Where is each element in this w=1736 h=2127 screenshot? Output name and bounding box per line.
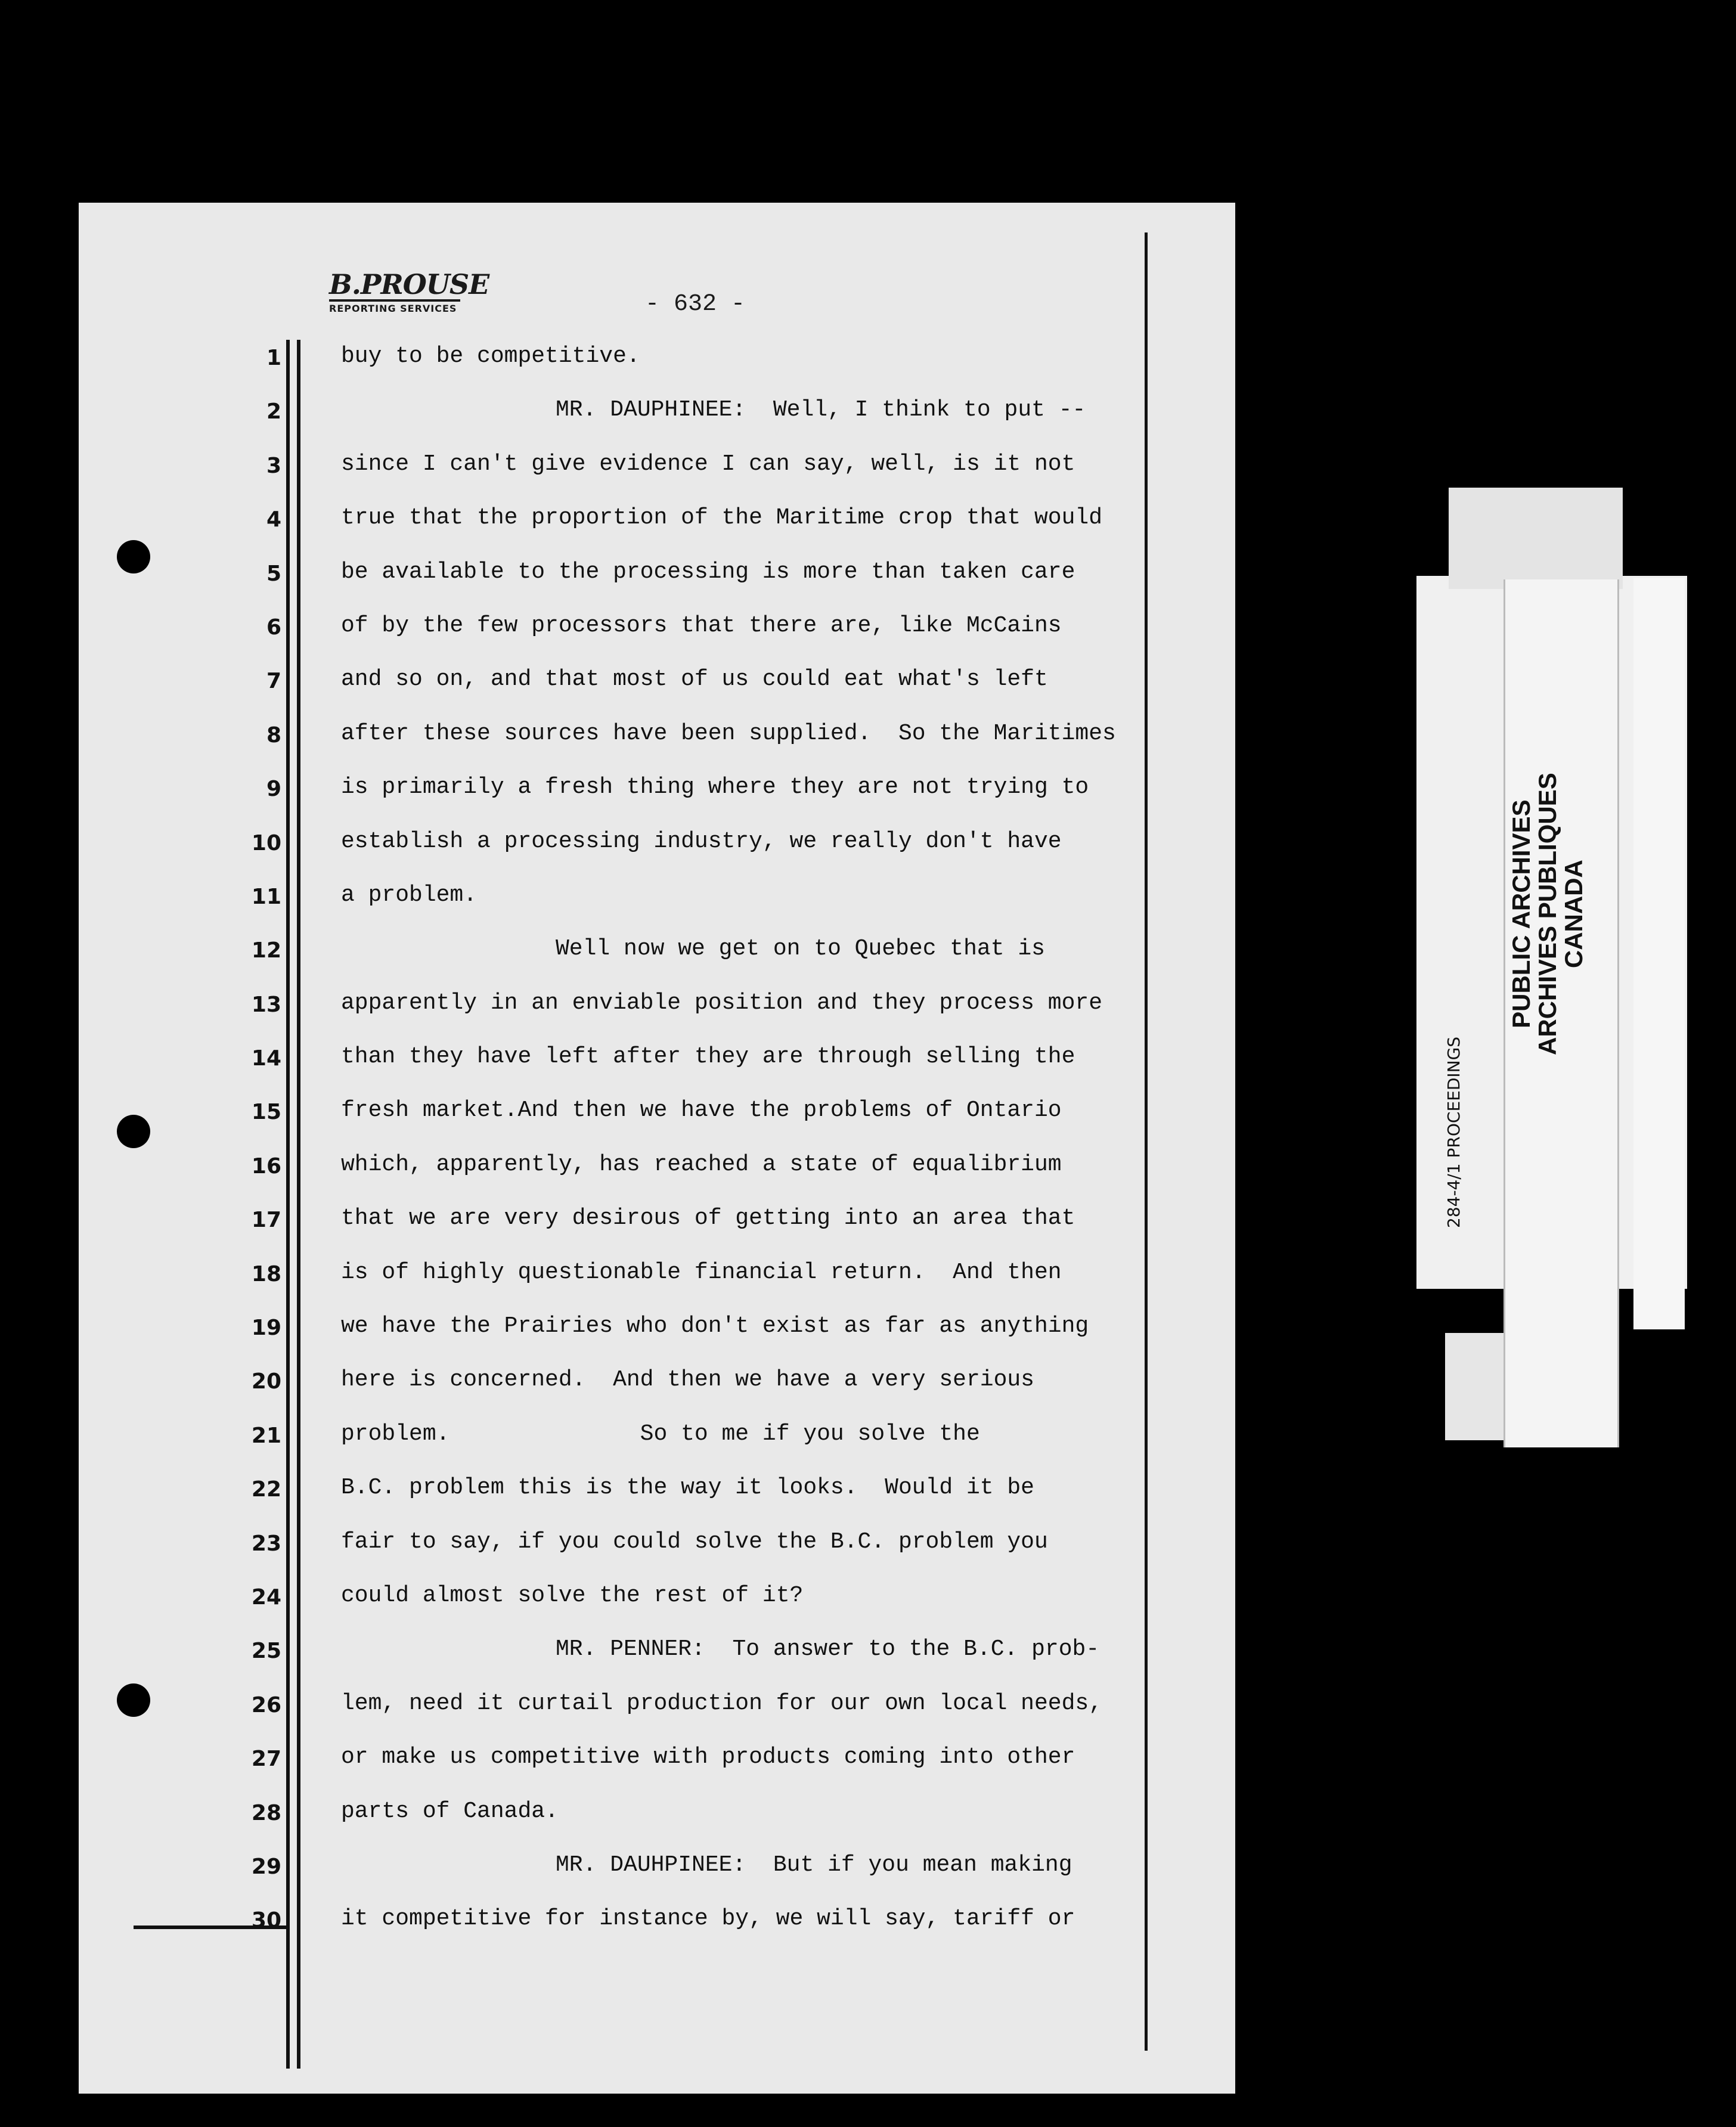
line-number: 28: [251, 1800, 281, 1825]
transcript-line: [79, 604, 1235, 658]
transcript-line: [79, 1628, 1235, 1682]
line-text: which, apparently, has reached a state of equalibrium: [341, 1151, 1062, 1177]
line-number: 11: [251, 884, 281, 909]
line-number: 24: [251, 1585, 281, 1610]
transcript-page: [79, 203, 1235, 2094]
line-text: and so on, and that most of us could eat what's left: [341, 666, 1048, 693]
line-number: 25: [251, 1639, 281, 1664]
line-text: a problem.: [341, 882, 478, 908]
line-text: buy to be competitive.: [341, 343, 640, 369]
line-number: 20: [251, 1369, 281, 1394]
transcript-line: [79, 658, 1235, 712]
line-text: apparently in an enviable position and they process more: [341, 990, 1103, 1016]
archive-stamp: [1508, 773, 1587, 1055]
transcript-line: [79, 1089, 1235, 1143]
line-number: 15: [251, 1100, 281, 1125]
line-number: 23: [251, 1531, 281, 1556]
line-number: 16: [251, 1154, 281, 1179]
archive-tab-strip: [1633, 578, 1685, 1329]
transcript-line: [79, 1736, 1235, 1790]
transcript-line: [79, 1197, 1235, 1251]
transcript-line: [79, 1844, 1235, 1897]
line-text: be available to the processing is more than taken care: [341, 559, 1075, 585]
line-text: MR. PENNER: To answer to the B.C. prob-: [556, 1636, 1100, 1663]
transcript-line: [79, 1143, 1235, 1197]
transcript-line: [79, 1305, 1235, 1359]
line-number: 13: [251, 992, 281, 1017]
line-text: we have the Prairies who don't exist as far as anything: [341, 1313, 1089, 1340]
transcript-line: [79, 335, 1235, 389]
line-number: 8: [266, 723, 281, 748]
transcript-line: [79, 1359, 1235, 1412]
line-text: since I can't give evidence I can say, well, is it not: [341, 451, 1075, 477]
line-text: is of highly questionable financial return. And then: [341, 1259, 1062, 1285]
line-number: 4: [266, 507, 281, 532]
archive-tab-top: [1449, 488, 1623, 589]
logo-main-text: B.PROUSE: [329, 268, 489, 300]
transcript-line: [79, 1466, 1235, 1520]
logo-sub-text: REPORTING SERVICES: [329, 299, 460, 314]
line-number: 30: [251, 1908, 281, 1933]
line-text: that we are very desirous of getting into an area that: [341, 1205, 1075, 1232]
transcript-line: [79, 497, 1235, 550]
transcript-line: [79, 1251, 1235, 1305]
line-text: here is concerned. And then we have a very serious: [341, 1367, 1034, 1393]
transcript-line: [79, 1413, 1235, 1466]
line-number: 18: [251, 1261, 281, 1286]
archive-reference: 284-4/1 PROCEEDINGS: [1444, 1036, 1464, 1228]
line-text: parts of Canada.: [341, 1798, 559, 1824]
line-text: than they have left after they are through selling the: [341, 1044, 1075, 1070]
line-text: of by the few processors that there are, like McCains: [341, 612, 1062, 638]
line-text: Well now we get on to Quebec that is: [556, 936, 1045, 962]
line-number: 12: [251, 938, 281, 963]
archive-stamp-line3: CANADA: [1560, 860, 1588, 969]
transcript-line: [79, 1574, 1235, 1628]
transcript-line: [79, 820, 1235, 874]
line-text: could almost solve the rest of it?: [341, 1582, 804, 1608]
line-text: is primarily a fresh thing where they are not trying to: [341, 774, 1089, 801]
transcript-line: [79, 1682, 1235, 1736]
line-text: true that the proportion of the Maritime crop that would: [341, 505, 1103, 531]
line-text: it competitive for instance by, we will say, tariff or: [341, 1906, 1075, 1932]
transcript-line: [79, 712, 1235, 766]
archive-stamp-line1: PUBLIC ARCHIVES: [1507, 799, 1535, 1028]
page-number: - 632 -: [645, 291, 746, 318]
archive-stamp-line2: ARCHIVES PUBLIQUES: [1533, 773, 1561, 1055]
transcript-line: [79, 874, 1235, 928]
line-number: 22: [251, 1477, 281, 1502]
line-text: fresh market.And then we have the problems of Ontario: [341, 1097, 1062, 1124]
transcript-line: [79, 551, 1235, 604]
line-number: 1: [266, 346, 281, 370]
transcript-line: [79, 982, 1235, 1035]
transcript-line: [79, 928, 1235, 981]
line-text: MR. DAUHPINEE: But if you mean making: [556, 1852, 1072, 1878]
transcript-line: [79, 1790, 1235, 1844]
line-number: 9: [266, 777, 281, 802]
line-number: 27: [251, 1747, 281, 1772]
line-text: after these sources have been supplied. So the Maritimes: [341, 720, 1116, 746]
transcript-line: [79, 1035, 1235, 1089]
transcript-line: [79, 443, 1235, 497]
line-number: 7: [266, 669, 281, 694]
line-text: MR. DAUPHINEE: Well, I think to put --: [556, 397, 1086, 423]
line-number: 6: [266, 615, 281, 640]
line-text: B.C. problem this is the way it looks. Would it be: [341, 1475, 1034, 1501]
line-text: lem, need it curtail production for our own local needs,: [341, 1690, 1103, 1716]
line-text: problem. So to me if you solve the: [341, 1421, 980, 1447]
transcript-line: [79, 1521, 1235, 1574]
line-number: 3: [266, 453, 281, 478]
reporting-service-logo: [329, 269, 544, 321]
transcript-line: [79, 766, 1235, 820]
line-number: 14: [251, 1046, 281, 1071]
line-text: establish a processing industry, we really don't have: [341, 828, 1062, 854]
line-text: fair to say, if you could solve the B.C. problem you: [341, 1528, 1048, 1555]
line-number: 19: [251, 1316, 281, 1341]
line-number: 26: [251, 1692, 281, 1717]
line-text: or make us competitive with products coming into other: [341, 1744, 1075, 1771]
line-number: 5: [266, 561, 281, 586]
line-number: 2: [266, 399, 281, 424]
transcript-line: [79, 389, 1235, 442]
line-number: 21: [251, 1423, 281, 1448]
line-number: 29: [251, 1854, 281, 1879]
line-number: 17: [251, 1208, 281, 1233]
transcript-line: [79, 1897, 1235, 1951]
line-number: 10: [251, 830, 281, 855]
transcript-lines: [79, 335, 1235, 1952]
